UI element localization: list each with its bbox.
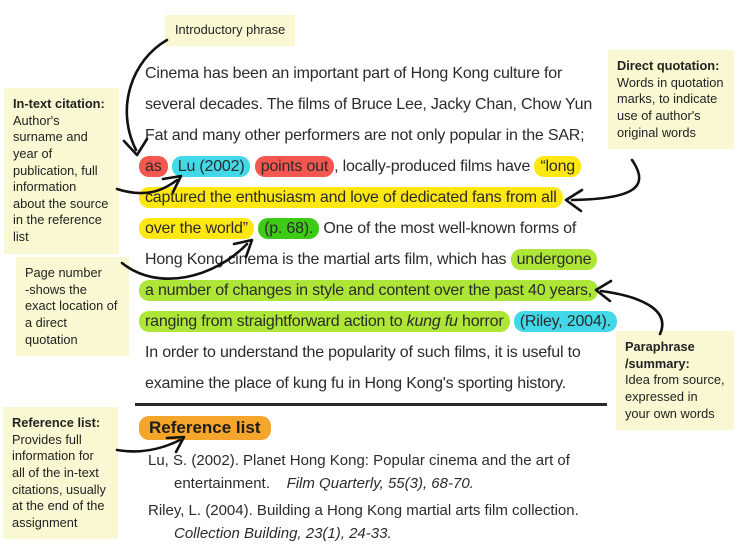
highlight-lime xyxy=(139,311,510,332)
italic-text: Film Quarterly, 55(3), 68-70. xyxy=(286,475,474,492)
text-run: Lu (2002) xyxy=(177,158,245,175)
callout-in-text-citation-title: In-text citation: xyxy=(13,96,105,111)
callout-direct-quotation-body: Words in quotation marks, to indicate use of author's original words xyxy=(617,74,724,140)
text-run: Lu, S. (2002). Planet Hong Kong: Popular cinema and the art of xyxy=(148,452,570,469)
plain-text xyxy=(145,127,584,144)
paragraph-line xyxy=(145,213,623,244)
reference-line xyxy=(148,449,648,472)
reference-line xyxy=(148,499,648,522)
highlight-cyan xyxy=(514,311,617,332)
reference-line xyxy=(148,522,648,545)
essay-paragraph xyxy=(145,58,623,399)
paragraph-line xyxy=(145,337,623,368)
callout-direct-quotation-title: Direct quotation: xyxy=(617,58,720,73)
callout-introductory-phrase xyxy=(165,15,295,46)
callout-reference-list-body: Provides full information for all of the in-text citations, usually at the end of the assignment xyxy=(12,431,106,530)
text-run: Riley, L. (2004). Building a Hong Kong martial arts film collection. xyxy=(148,502,579,519)
plain-text xyxy=(145,344,581,361)
text-run: entertainment. xyxy=(174,475,287,492)
text-run: (Riley, 2004). xyxy=(519,313,611,330)
plain-text xyxy=(334,158,534,175)
text-run: examine the place of kung fu in Hong Kong's sporting history. xyxy=(145,375,567,392)
plain-text xyxy=(145,65,562,82)
plain-text xyxy=(145,375,566,392)
reference-list-heading: Reference list xyxy=(139,416,271,440)
highlight-cyan xyxy=(172,156,251,177)
text-run: “long xyxy=(540,158,576,175)
callout-reference-list-title: Reference list: xyxy=(12,415,101,430)
text-run: captured the enthusiasm and love of dedicated fans from all xyxy=(145,189,557,206)
text-run: undergone xyxy=(516,251,592,268)
reference-entry xyxy=(148,449,648,495)
callout-paraphrase-summary-title: Paraphrase /summary: xyxy=(625,339,695,371)
text-run: horror xyxy=(457,313,504,330)
text-run: several decades. The films of Bruce Lee, Jacky Chan, Chow Yun xyxy=(145,96,593,113)
text-run: over the world” xyxy=(145,220,248,237)
highlight-lime xyxy=(511,249,598,270)
text-run: One of the most well-known forms of xyxy=(319,220,577,237)
plain-text xyxy=(145,96,592,113)
reference-line xyxy=(148,472,648,495)
callout-in-text-citation-body: Author's surname and year of publication, full information about the source in the reference list xyxy=(13,112,109,244)
italic-text: kung fu xyxy=(406,313,458,330)
highlight-yellow xyxy=(139,218,254,239)
text-run: Cinema has been an important part of Hong Kong culture for xyxy=(145,65,563,82)
reference-list-entries xyxy=(148,449,648,549)
callout-in-text-citation xyxy=(4,88,119,254)
paragraph-line xyxy=(145,368,623,399)
text-run: points out xyxy=(260,158,329,175)
highlight-red xyxy=(255,156,334,177)
paragraph-line xyxy=(145,120,623,151)
paragraph-line xyxy=(145,182,623,213)
callout-introductory-phrase-title: Introductory phrase xyxy=(175,22,286,37)
callout-page-number-body: -shows the exact location of a direct quotation xyxy=(25,281,118,347)
paragraph-line xyxy=(145,244,623,275)
section-divider xyxy=(135,403,607,406)
reference-entry xyxy=(148,499,648,545)
highlight-green xyxy=(258,218,319,239)
text-run: as xyxy=(145,158,162,175)
text-run: In order to understand the popularity of such films, it is useful to xyxy=(145,344,581,361)
plain-text xyxy=(319,220,576,237)
plain-text xyxy=(145,251,511,268)
highlight-yellow xyxy=(534,156,581,177)
italic-text: Collection Building, 23(1), 24-33. xyxy=(174,525,392,542)
paragraph-line xyxy=(145,89,623,120)
callout-page-number-title: Page number xyxy=(25,265,102,280)
callout-paraphrase-summary xyxy=(616,331,734,430)
callout-page-number xyxy=(16,257,129,356)
paragraph-line xyxy=(145,58,623,89)
callout-paraphrase-summary-body: Idea from source, expressed in your own words xyxy=(625,372,725,421)
highlight-yellow xyxy=(139,187,563,208)
text-run: Fat and many other performers are not only popular in the SAR; xyxy=(145,127,585,144)
text-run: , locally-produced films have xyxy=(334,158,535,175)
paragraph-line xyxy=(145,275,623,306)
paragraph-line xyxy=(145,151,623,182)
callout-reference-list xyxy=(3,407,118,539)
text-run: (p. 68). xyxy=(264,220,314,237)
text-run: ranging from straightforward action to xyxy=(145,313,407,330)
highlight-lime xyxy=(139,280,598,301)
text-run: a number of changes in style and content over the past 40 years, xyxy=(145,282,593,299)
callout-direct-quotation xyxy=(608,50,734,149)
text-run: Hong Kong cinema is the martial arts film, which has xyxy=(145,251,511,268)
highlight-red xyxy=(139,156,168,177)
paragraph-line xyxy=(145,306,623,337)
